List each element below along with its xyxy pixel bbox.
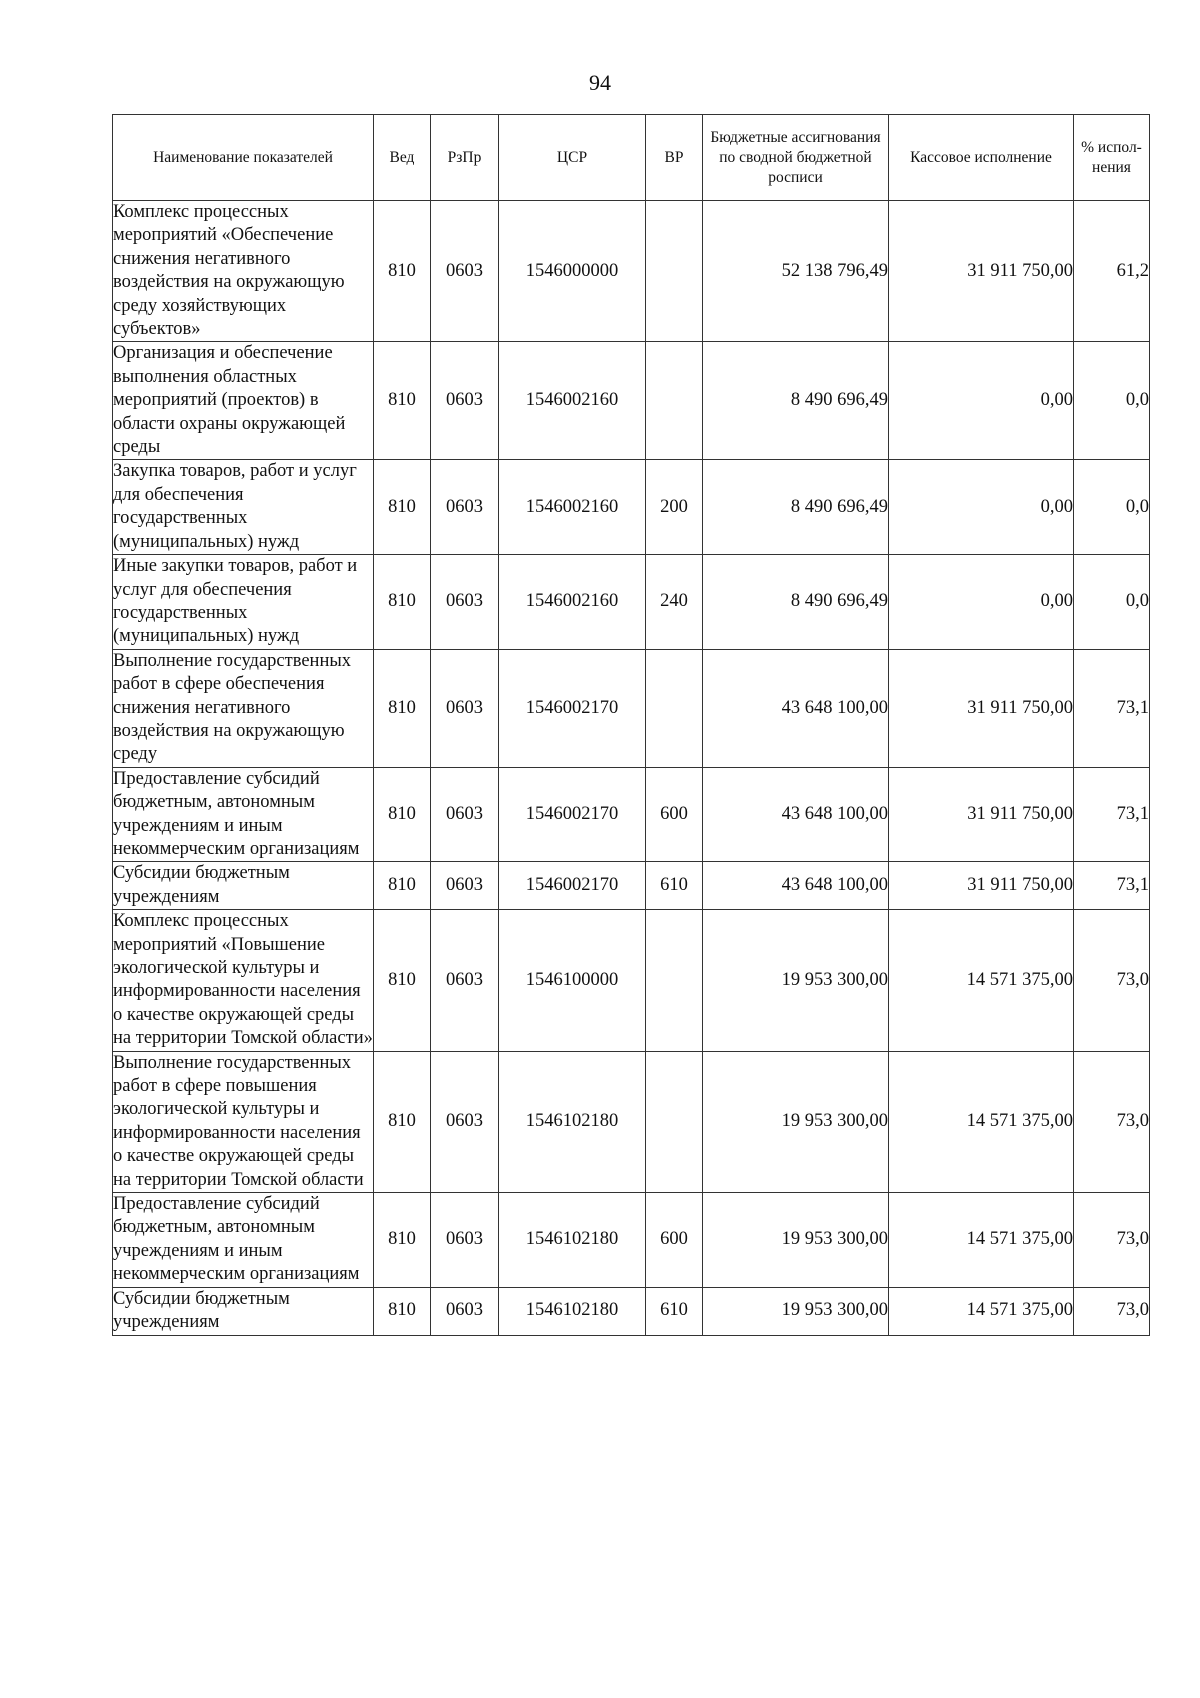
row-budget: 19 953 300,00 bbox=[703, 1287, 889, 1335]
row-name: Выполнение государственных работ в сфере обеспечения снижения негативного воздействия на окружающую среду bbox=[113, 649, 374, 767]
row-rzpr: 0603 bbox=[431, 1287, 499, 1335]
row-budget: 19 953 300,00 bbox=[703, 910, 889, 1051]
row-budget: 43 648 100,00 bbox=[703, 767, 889, 862]
row-cash: 14 571 375,00 bbox=[889, 910, 1074, 1051]
row-budget: 19 953 300,00 bbox=[703, 1051, 889, 1192]
row-rzpr: 0603 bbox=[431, 649, 499, 767]
header-cash: Кассовое исполнение bbox=[889, 115, 1074, 201]
row-rzpr: 0603 bbox=[431, 910, 499, 1051]
row-cash: 0,00 bbox=[889, 342, 1074, 460]
row-ved: 810 bbox=[374, 1193, 431, 1288]
row-csr: 1546002160 bbox=[499, 342, 646, 460]
row-budget: 43 648 100,00 bbox=[703, 862, 889, 910]
row-budget: 19 953 300,00 bbox=[703, 1193, 889, 1288]
row-percent: 73,1 bbox=[1074, 649, 1150, 767]
row-ved: 810 bbox=[374, 910, 431, 1051]
row-rzpr: 0603 bbox=[431, 555, 499, 650]
table-row bbox=[113, 910, 1150, 1051]
row-vr bbox=[646, 1051, 703, 1192]
row-cash: 31 911 750,00 bbox=[889, 201, 1074, 342]
row-cash: 14 571 375,00 bbox=[889, 1287, 1074, 1335]
row-rzpr: 0603 bbox=[431, 767, 499, 862]
budget-execution-table bbox=[112, 114, 1150, 1336]
row-csr: 1546002170 bbox=[499, 767, 646, 862]
row-csr: 1546102180 bbox=[499, 1193, 646, 1288]
table-row bbox=[113, 201, 1150, 342]
row-percent: 0,0 bbox=[1074, 342, 1150, 460]
row-ved: 810 bbox=[374, 201, 431, 342]
header-csr: ЦСР bbox=[499, 115, 646, 201]
row-name: Выполнение государственных работ в сфере повышения экологической культуры и информированности населения о качестве окружающей среды на территории Томской области bbox=[113, 1051, 374, 1192]
header-percent: % испол-нения bbox=[1074, 115, 1150, 201]
row-ved: 810 bbox=[374, 1287, 431, 1335]
row-percent: 73,1 bbox=[1074, 862, 1150, 910]
row-csr: 1546002170 bbox=[499, 862, 646, 910]
row-percent: 73,0 bbox=[1074, 1287, 1150, 1335]
row-percent: 73,1 bbox=[1074, 767, 1150, 862]
table-row bbox=[113, 1193, 1150, 1288]
table-row bbox=[113, 1287, 1150, 1335]
row-rzpr: 0603 bbox=[431, 1051, 499, 1192]
row-ved: 810 bbox=[374, 1051, 431, 1192]
row-csr: 1546102180 bbox=[499, 1051, 646, 1192]
row-name: Предоставление субсидий бюджетным, автономным учреждениям и иным некоммерческим организациям bbox=[113, 767, 374, 862]
table-row bbox=[113, 342, 1150, 460]
row-rzpr: 0603 bbox=[431, 862, 499, 910]
row-name: Организация и обеспечение выполнения областных мероприятий (проектов) в области охраны окружающей среды bbox=[113, 342, 374, 460]
row-csr: 1546002160 bbox=[499, 460, 646, 555]
table-row bbox=[113, 555, 1150, 650]
row-budget: 8 490 696,49 bbox=[703, 342, 889, 460]
header-name: Наименование показателей bbox=[113, 115, 374, 201]
row-cash: 0,00 bbox=[889, 460, 1074, 555]
row-percent: 0,0 bbox=[1074, 555, 1150, 650]
row-vr bbox=[646, 910, 703, 1051]
row-csr: 1546100000 bbox=[499, 910, 646, 1051]
row-name: Комплекс процессных мероприятий «Обеспечение снижения негативного воздействия на окружающую среду хозяйствующих субъектов» bbox=[113, 201, 374, 342]
row-csr: 1546000000 bbox=[499, 201, 646, 342]
row-name: Закупка товаров, работ и услуг для обеспечения государственных (муниципальных) нужд bbox=[113, 460, 374, 555]
row-budget: 43 648 100,00 bbox=[703, 649, 889, 767]
table-row bbox=[113, 649, 1150, 767]
row-cash: 31 911 750,00 bbox=[889, 862, 1074, 910]
table-row bbox=[113, 460, 1150, 555]
row-csr: 1546002160 bbox=[499, 555, 646, 650]
row-vr: 600 bbox=[646, 767, 703, 862]
row-vr: 240 bbox=[646, 555, 703, 650]
row-rzpr: 0603 bbox=[431, 201, 499, 342]
row-csr: 1546102180 bbox=[499, 1287, 646, 1335]
row-vr bbox=[646, 342, 703, 460]
row-rzpr: 0603 bbox=[431, 342, 499, 460]
row-percent: 73,0 bbox=[1074, 910, 1150, 1051]
row-name: Иные закупки товаров, работ и услуг для обеспечения государственных (муниципальных) нужд bbox=[113, 555, 374, 650]
header-ved: Вед bbox=[374, 115, 431, 201]
table-row bbox=[113, 767, 1150, 862]
row-percent: 61,2 bbox=[1074, 201, 1150, 342]
row-vr: 200 bbox=[646, 460, 703, 555]
table-row bbox=[113, 1051, 1150, 1192]
row-vr: 610 bbox=[646, 862, 703, 910]
table-header-row bbox=[113, 115, 1150, 201]
row-cash: 31 911 750,00 bbox=[889, 649, 1074, 767]
page-number: 94 bbox=[589, 70, 611, 95]
row-csr: 1546002170 bbox=[499, 649, 646, 767]
row-ved: 810 bbox=[374, 555, 431, 650]
row-ved: 810 bbox=[374, 342, 431, 460]
row-budget: 8 490 696,49 bbox=[703, 555, 889, 650]
row-percent: 0,0 bbox=[1074, 460, 1150, 555]
row-budget: 52 138 796,49 bbox=[703, 201, 889, 342]
header-budget: Бюджетные ассигнования по сводной бюджетной росписи bbox=[703, 115, 889, 201]
table-row bbox=[113, 862, 1150, 910]
header-vr: ВР bbox=[646, 115, 703, 201]
row-name: Комплекс процессных мероприятий «Повышение экологической культуры и информированности населения о качестве окружающей среды на территории Томской области» bbox=[113, 910, 374, 1051]
row-cash: 14 571 375,00 bbox=[889, 1051, 1074, 1192]
row-percent: 73,0 bbox=[1074, 1051, 1150, 1192]
row-vr bbox=[646, 201, 703, 342]
row-ved: 810 bbox=[374, 767, 431, 862]
row-cash: 14 571 375,00 bbox=[889, 1193, 1074, 1288]
row-rzpr: 0603 bbox=[431, 460, 499, 555]
row-budget: 8 490 696,49 bbox=[703, 460, 889, 555]
row-ved: 810 bbox=[374, 649, 431, 767]
row-name: Предоставление субсидий бюджетным, автономным учреждениям и иным некоммерческим организациям bbox=[113, 1193, 374, 1288]
row-cash: 31 911 750,00 bbox=[889, 767, 1074, 862]
row-name: Субсидии бюджетным учреждениям bbox=[113, 1287, 374, 1335]
row-vr: 610 bbox=[646, 1287, 703, 1335]
row-cash: 0,00 bbox=[889, 555, 1074, 650]
row-vr bbox=[646, 649, 703, 767]
row-ved: 810 bbox=[374, 460, 431, 555]
row-vr: 600 bbox=[646, 1193, 703, 1288]
row-rzpr: 0603 bbox=[431, 1193, 499, 1288]
row-name: Субсидии бюджетным учреждениям bbox=[113, 862, 374, 910]
header-rzpr: РзПр bbox=[431, 115, 499, 201]
row-percent: 73,0 bbox=[1074, 1193, 1150, 1288]
row-ved: 810 bbox=[374, 862, 431, 910]
